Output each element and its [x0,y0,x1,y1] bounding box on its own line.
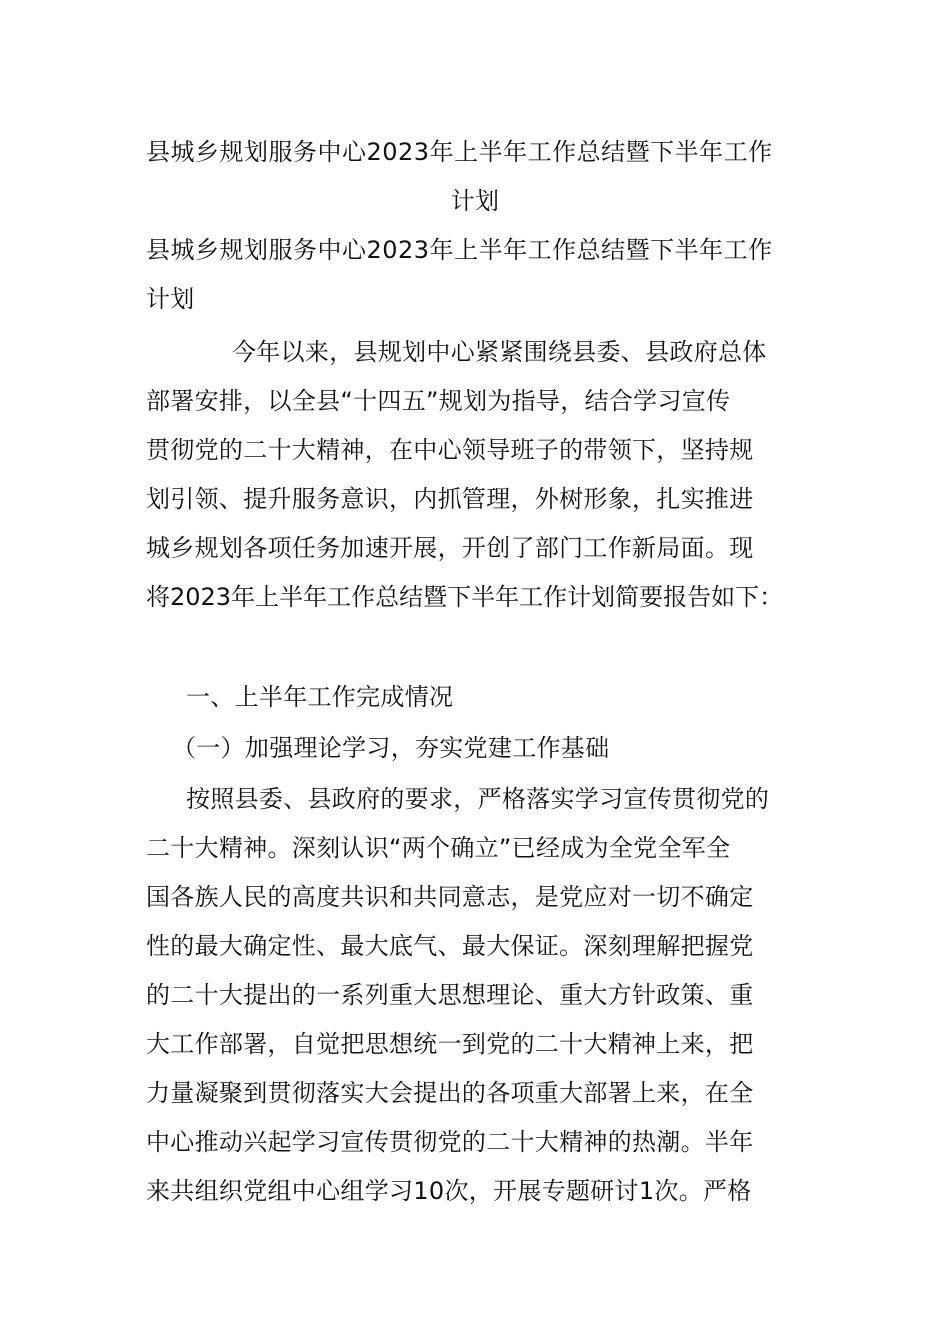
body-line: 按照县委、县政府的要求，严格落实学习宣传贯彻党的 [186,785,770,813]
body-line: 的二十大提出的一系列重大思想理论、重大方针政策、重 [146,981,754,1009]
body-line: 国各族人民的高度共识和共同意志，是党应对一切不确定 [146,883,754,911]
intro-line: 划引领、提升服务意识，内抓管理，外树形象，扎实推进 [146,485,754,513]
section-heading: 一、上半年工作完成情况 [186,683,454,711]
body-line: 力量凝聚到贯彻落实大会提出的各项重大部署上来，在全 [146,1079,754,1107]
subtitle-line-1: 县城乡规划服务中心2023年上半年工作总结暨下半年工作 [146,236,773,264]
intro-line: 今年以来，县规划中心紧紧围绕县委、县政府总体 [232,338,767,366]
subtitle-line-2: 计划 [146,285,195,313]
body-line: 性的最大确定性、最大底气、最大保证。深刻理解把握党 [146,932,754,960]
subsection-heading: （一）加强理论学习，夯实党建工作基础 [172,734,610,762]
intro-line: 将2023年上半年工作总结暨下半年工作计划简要报告如下： [146,583,784,611]
intro-line: 部署安排，以全县“十四五”规划为指导，结合学习宣传 [146,387,731,415]
body-line: 二十大精神。深刻认识“两个确立”已经成为全党全军全 [146,834,731,862]
body-line: 来共组织党组中心组学习10次，开展专题研讨1次。严格 [146,1177,752,1205]
intro-line: 贯彻党的二十大精神，在中心领导班子的带领下，坚持规 [146,436,754,464]
intro-line: 城乡规划各项任务加速开展，开创了部门工作新局面。现 [146,534,754,562]
body-line: 大工作部署，自觉把思想统一到党的二十大精神上来，把 [146,1030,754,1058]
body-line: 中心推动兴起学习宣传贯彻党的二十大精神的热潮。半年 [146,1128,754,1156]
title-line-2: 计划 [450,187,500,215]
title-line-1: 县城乡规划服务中心2023年上半年工作总结暨下半年工作 [146,138,773,166]
